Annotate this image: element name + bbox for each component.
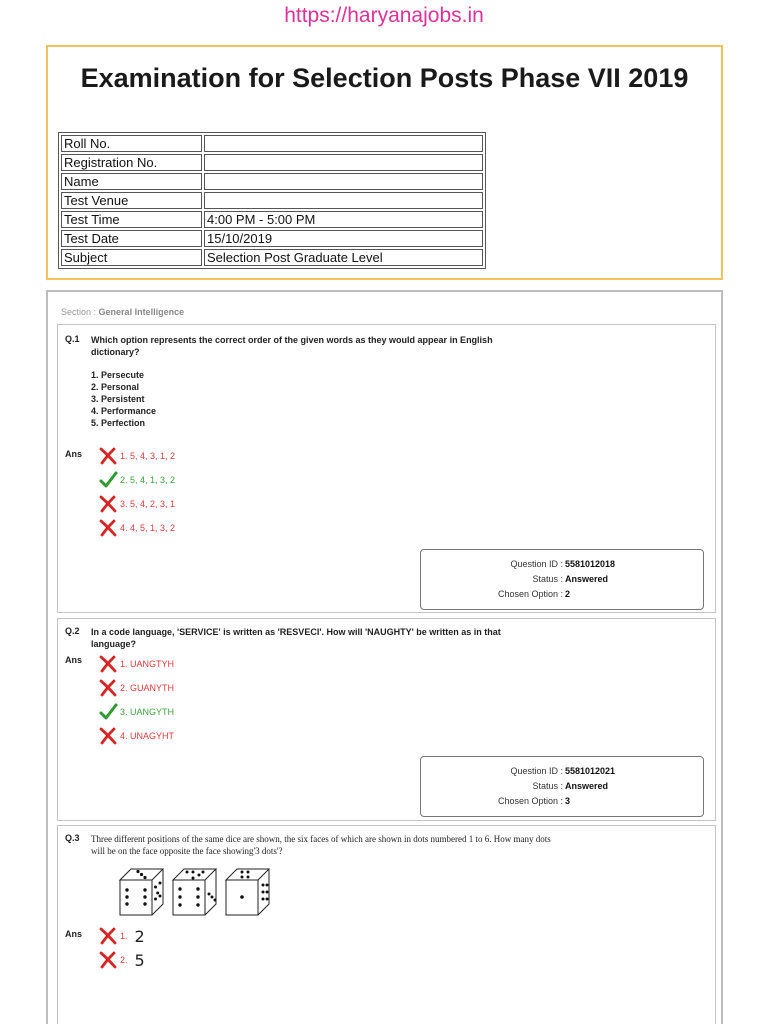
list-item: 5. Perfection bbox=[91, 418, 146, 428]
option-3 bbox=[98, 702, 174, 722]
ans-label: Ans bbox=[65, 655, 83, 665]
status-row bbox=[421, 572, 703, 586]
info-label: Test Date bbox=[61, 230, 202, 247]
table-row bbox=[61, 154, 483, 171]
option-text: 2. GUANYTH bbox=[120, 683, 175, 693]
info-value bbox=[204, 154, 483, 171]
option-text: 3. UANGYTH bbox=[120, 707, 175, 717]
question-info-box bbox=[420, 756, 704, 817]
cross-icon bbox=[98, 678, 118, 698]
check-icon bbox=[98, 702, 118, 722]
cross-icon bbox=[98, 494, 118, 514]
cross-icon bbox=[98, 950, 118, 970]
option-2 bbox=[98, 470, 175, 490]
question-id-value: 5581012018 bbox=[565, 559, 616, 569]
chosen-option-row bbox=[421, 794, 703, 808]
info-label: Test Venue bbox=[61, 192, 202, 209]
info-label: Test Time bbox=[61, 211, 202, 228]
option-3 bbox=[98, 494, 175, 514]
question-text: In a code language, 'SERVICE' is written as 'RESVECI'. How will 'NAUGHTY' be written as in that language? bbox=[91, 627, 501, 649]
option-1 bbox=[98, 654, 174, 674]
cross-icon bbox=[98, 518, 118, 538]
section-prefix: Section : bbox=[61, 307, 97, 317]
info-key: Status : bbox=[532, 574, 563, 584]
status-value: Answered bbox=[565, 781, 609, 791]
info-label: Roll No. bbox=[61, 135, 202, 152]
question-id-value: 5581012021 bbox=[565, 766, 616, 776]
cross-icon bbox=[98, 726, 118, 746]
info-key: Status : bbox=[532, 781, 563, 791]
table-row bbox=[61, 211, 483, 228]
table-row bbox=[61, 192, 483, 209]
chosen-option-value: 3 bbox=[565, 796, 571, 806]
option-1 bbox=[98, 926, 145, 946]
option-text: 1. 5, 4, 3, 1, 2 bbox=[120, 451, 176, 461]
table-row bbox=[61, 135, 483, 152]
cross-icon bbox=[98, 654, 118, 674]
info-value: 15/10/2019 bbox=[204, 230, 483, 247]
status-row bbox=[421, 779, 703, 793]
question-info-box bbox=[420, 549, 704, 610]
option-text: 4. UNAGYHT bbox=[120, 731, 175, 741]
info-key: Question ID : bbox=[510, 766, 563, 776]
cross-icon bbox=[98, 446, 118, 466]
candidate-info-table bbox=[58, 132, 486, 269]
info-label: Registration No. bbox=[61, 154, 202, 171]
info-key: Chosen Option : bbox=[497, 589, 563, 599]
question-number: Q.2 bbox=[65, 626, 80, 636]
chosen-option-row bbox=[421, 587, 703, 601]
table-row bbox=[61, 230, 483, 247]
exam-title: Examination for Selection Posts Phase VII 2019 bbox=[80, 63, 689, 93]
info-key: Question ID : bbox=[510, 559, 563, 569]
questions-container bbox=[46, 290, 723, 1024]
ans-label: Ans bbox=[65, 449, 83, 459]
option-2 bbox=[98, 950, 145, 970]
info-value bbox=[204, 192, 483, 209]
option-text: 3. 5, 4, 2, 3, 1 bbox=[120, 499, 176, 509]
option-4 bbox=[98, 726, 174, 746]
list-item: 2. Personal bbox=[91, 382, 140, 392]
ans-label: Ans bbox=[65, 929, 83, 939]
option-value: 5 bbox=[134, 950, 145, 970]
question-panel-2 bbox=[57, 618, 716, 821]
question-panel-3 bbox=[57, 825, 716, 1024]
info-label: Subject bbox=[61, 249, 202, 266]
option-text: 2. 5, 4, 1, 3, 2 bbox=[120, 475, 176, 485]
check-icon bbox=[98, 470, 118, 490]
status-value: Answered bbox=[565, 574, 609, 584]
list-item: 4. Performance bbox=[91, 406, 157, 416]
table-row bbox=[61, 249, 483, 266]
question-id-row bbox=[421, 557, 703, 571]
info-key: Chosen Option : bbox=[497, 796, 563, 806]
question-panel-1 bbox=[57, 324, 716, 613]
option-1 bbox=[98, 446, 175, 466]
site-url[interactable]: https://haryanajobs.in bbox=[284, 4, 484, 27]
question-number: Q.3 bbox=[65, 833, 80, 843]
chosen-option-value: 2 bbox=[565, 589, 571, 599]
section-label bbox=[61, 307, 184, 317]
info-label: Name bbox=[61, 173, 202, 190]
list-item: 3. Persistent bbox=[91, 394, 145, 404]
option-text: 1. UANGTYH bbox=[120, 659, 175, 669]
section-name: General Intelligence bbox=[98, 307, 185, 317]
option-value: 2 bbox=[134, 926, 145, 946]
question-number: Q.1 bbox=[65, 334, 80, 344]
table-row bbox=[61, 173, 483, 190]
question-items bbox=[91, 369, 156, 429]
cross-icon bbox=[98, 926, 118, 946]
option-text: 2. bbox=[120, 955, 128, 965]
exam-header bbox=[46, 45, 723, 280]
info-value: Selection Post Graduate Level bbox=[204, 249, 483, 266]
list-item: 1. Persecute bbox=[91, 370, 145, 380]
question-text: Which option represents the correct order of the given words as they would appear in English dictionary? bbox=[91, 335, 493, 357]
option-text: 1. bbox=[120, 931, 128, 941]
info-value bbox=[204, 173, 483, 190]
info-value: 4:00 PM - 5:00 PM bbox=[204, 211, 483, 228]
question-id-row bbox=[421, 764, 703, 778]
question-text: Three different positions of the same dice are shown, the six faces of which are shown in dots numbered 1 to 6. How many dots will be on the face opposite the face showing'3 dots'? bbox=[91, 834, 551, 856]
info-value bbox=[204, 135, 483, 152]
option-4 bbox=[98, 518, 175, 538]
dice-figure bbox=[116, 863, 276, 923]
option-2 bbox=[98, 678, 174, 698]
option-text: 4. 4, 5, 1, 3, 2 bbox=[120, 523, 176, 533]
